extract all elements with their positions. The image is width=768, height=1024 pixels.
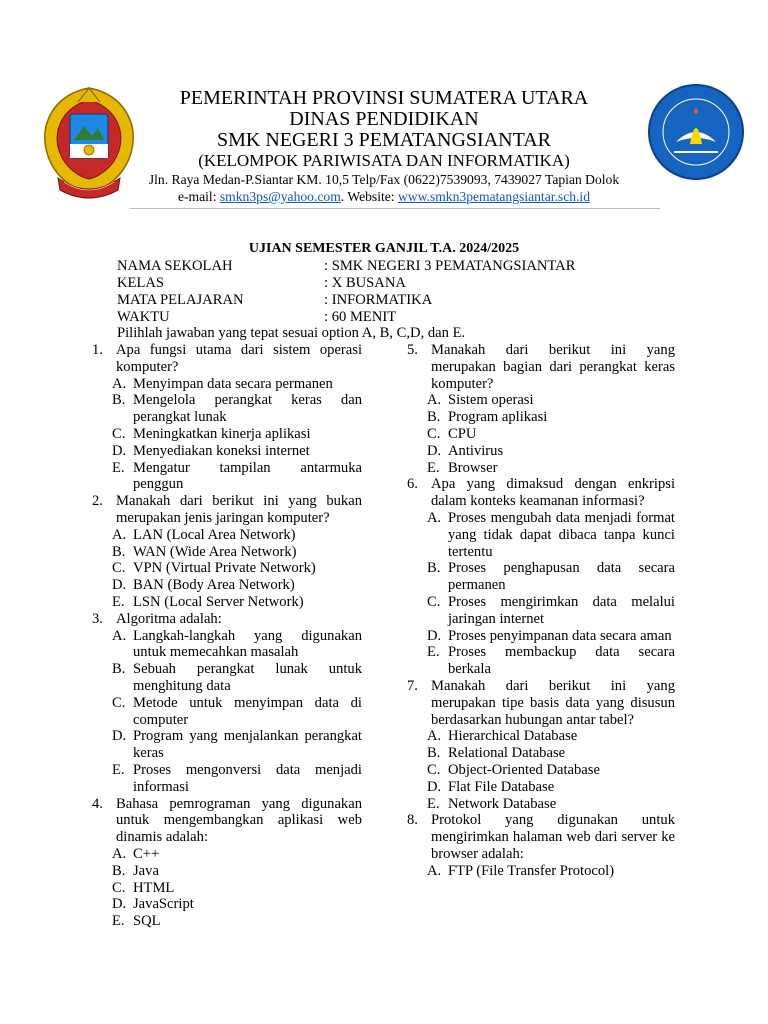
option-letter: A. (427, 728, 442, 745)
option-text: Menyediakan koneksi internet (133, 442, 310, 459)
option-letter: E. (112, 913, 125, 930)
option-text: WAN (Wide Area Network) (133, 543, 297, 560)
answer-option (112, 594, 362, 611)
option-letter: B. (112, 862, 126, 879)
option-text: Hierarchical Database (448, 728, 578, 745)
option-text: Program yang menjalankan perangkat keras (133, 728, 362, 762)
question-item (407, 678, 675, 812)
option-letter: B. (112, 392, 126, 409)
answer-option (427, 460, 675, 477)
answer-option (112, 426, 362, 443)
option-letter: D. (427, 778, 442, 795)
option-letter: E. (427, 459, 440, 476)
question-number: 2. (92, 493, 103, 510)
option-letter: B. (427, 560, 441, 577)
info-row (117, 292, 575, 309)
question-number: 6. (407, 476, 418, 493)
question-text: Manakah dari berikut ini yang bukan merupakan jenis jaringan komputer? (116, 493, 362, 526)
option-text: Mengelola perangkat keras dan perangkat lunak (133, 392, 362, 426)
website-label: . Website: (340, 189, 398, 204)
question-text: Bahasa pemrograman yang digunakan untuk mengembangkan aplikasi web dinamis adalah: (116, 795, 362, 846)
answer-option (112, 460, 362, 494)
question-item (407, 812, 675, 879)
option-letter: D. (427, 627, 442, 644)
answer-option (112, 880, 362, 897)
option-text: Proses penyimpanan data secara aman (448, 627, 672, 644)
answer-option (112, 913, 362, 930)
answer-option (112, 392, 362, 426)
info-value: : X BUSANA (324, 275, 406, 291)
option-letter: E. (112, 459, 125, 476)
questions-column-left (92, 342, 362, 930)
question-item (92, 796, 362, 930)
option-letter: D. (112, 442, 127, 459)
question-item (92, 342, 362, 493)
answer-option (427, 426, 675, 443)
question-stem (407, 476, 675, 510)
option-letter: A. (112, 526, 127, 543)
info-value: : SMK NEGERI 3 PEMATANGSIANTAR (324, 258, 576, 274)
answer-option (427, 863, 675, 880)
answer-option (112, 695, 362, 729)
option-letter: D. (427, 442, 442, 459)
option-letter: C. (112, 425, 126, 442)
option-letter: D. (112, 577, 127, 594)
option-text: LAN (Local Area Network) (133, 526, 296, 543)
question-text: Algoritma adalah: (116, 610, 222, 627)
option-letter: A. (112, 845, 127, 862)
letterhead-divider (130, 208, 660, 209)
info-label: NAMA SEKOLAH (117, 258, 233, 274)
question-number: 4. (92, 795, 103, 812)
answer-option (112, 628, 362, 662)
option-letter: A. (427, 392, 442, 409)
header-line-2: DINAS PENDIDIKAN (289, 108, 479, 130)
question-text: Apa fungsi utama dari sistem operasi komputer? (116, 342, 362, 375)
option-text: Flat File Database (448, 778, 555, 795)
answer-option (427, 762, 675, 779)
question-number: 8. (407, 812, 418, 829)
tut-wuri-handayani-logo-icon (646, 82, 746, 182)
option-text: BAN (Body Area Network) (133, 577, 295, 594)
option-text: Relational Database (448, 745, 566, 762)
option-letter: B. (427, 745, 441, 762)
answer-option (427, 560, 675, 594)
exam-info (117, 258, 575, 326)
answer-option (112, 376, 362, 393)
header-line-3: SMK NEGERI 3 PEMATANGSIANTAR (216, 129, 552, 151)
answer-option (427, 510, 675, 560)
option-text: FTP (File Transfer Protocol) (448, 862, 615, 879)
option-letter: D. (112, 728, 127, 745)
option-text: VPN (Virtual Private Network) (133, 560, 316, 577)
letterhead (0, 0, 768, 215)
answer-option (112, 577, 362, 594)
question-stem (407, 678, 675, 728)
option-letter: B. (112, 661, 126, 678)
question-stem (92, 493, 362, 527)
website-link[interactable]: www.smkn3pematangsiantar.sch.id (397, 189, 591, 204)
question-text: Manakah dari berikut ini yang merupakan tipe basis data yang disusun berdasarkan hubungan antar tabel? (431, 677, 675, 728)
option-text: CPU (448, 425, 477, 442)
info-value: : INFORMATIKA (324, 292, 433, 308)
info-row (117, 309, 575, 326)
answer-option (427, 644, 675, 678)
option-text: Metode untuk menyimpan data di computer (133, 694, 362, 728)
option-text: Menyimpan data secara permanen (133, 375, 333, 392)
email-link[interactable]: smkn3ps@yahoo.com (219, 189, 341, 204)
exam-title: UJIAN SEMESTER GANJIL T.A. 2024/2025 (248, 241, 520, 256)
option-letter: E. (112, 593, 125, 610)
option-letter: E. (112, 761, 125, 778)
option-text: Proses penghapusan data secara permanen (448, 560, 675, 594)
answer-option (427, 443, 675, 460)
option-letter: C. (112, 694, 126, 711)
option-text: HTML (133, 879, 175, 896)
answer-option (112, 846, 362, 863)
option-letter: E. (427, 795, 440, 812)
email-label: e-mail: (177, 189, 220, 204)
question-item (407, 476, 675, 678)
answer-option (112, 728, 362, 762)
answer-option (112, 762, 362, 796)
info-value: : 60 MENIT (324, 309, 397, 325)
answer-option (112, 443, 362, 460)
answer-option (427, 392, 675, 409)
option-letter: C. (112, 560, 126, 577)
option-text: Network Database (448, 795, 557, 812)
exam-instruction: Pilihlah jawaban yang tepat sesuai option A, B, C,D, dan E. (117, 325, 466, 341)
info-label: MATA PELAJARAN (117, 292, 244, 308)
option-text: Antivirus (448, 442, 504, 459)
question-number: 7. (407, 677, 418, 694)
option-text: C++ (133, 845, 160, 862)
question-item (92, 611, 362, 796)
header-line-1: PEMERINTAH PROVINSI SUMATERA UTARA (179, 87, 589, 109)
question-item (407, 342, 675, 476)
option-letter: A. (112, 627, 127, 644)
option-letter: C. (427, 761, 441, 778)
option-text: Proses mengubah data menjadi format yang tidak dapat dibaca tanpa kunci tertentu (448, 509, 675, 560)
option-text: Langkah-langkah yang digunakan untuk memecahkan masalah (133, 627, 362, 661)
answer-option (112, 560, 362, 577)
option-letter: B. (112, 543, 126, 560)
question-number: 3. (92, 610, 103, 627)
info-row (117, 258, 575, 275)
header-contact (110, 188, 658, 205)
option-letter: C. (427, 425, 441, 442)
option-text: SQL (133, 913, 161, 930)
info-label: WAKTU (117, 309, 170, 325)
option-text: Browser (448, 459, 498, 476)
questions-column-right (407, 342, 675, 880)
option-letter: E. (427, 644, 440, 661)
question-stem (92, 611, 362, 628)
option-text: Meningkatkan kinerja aplikasi (133, 425, 311, 442)
option-text: Proses mengirimkan data melalui jaringan internet (448, 593, 675, 627)
option-text: JavaScript (133, 896, 194, 913)
answer-option (427, 796, 675, 813)
option-text: Java (133, 862, 159, 879)
question-item (92, 493, 362, 611)
answer-option (427, 745, 675, 762)
option-text: Sebuah perangkat lunak untuk menghitung data (133, 661, 362, 694)
option-text: LSN (Local Server Network) (133, 593, 304, 610)
answer-option (427, 628, 675, 645)
answer-option (112, 527, 362, 544)
question-stem (92, 342, 362, 376)
answer-option (427, 594, 675, 628)
option-letter: C. (112, 879, 126, 896)
info-label: KELAS (117, 275, 165, 291)
answer-option (427, 409, 675, 426)
option-letter: B. (427, 409, 441, 426)
header-address: Jln. Raya Medan-P.Siantar KM. 10,5 Telp/Fax (0622)7539093, 7439027 Tapian Dolok (148, 172, 620, 187)
question-number: 1. (92, 342, 103, 358)
option-text: Proses mengonversi data menjadi informasi (133, 761, 362, 795)
question-number: 5. (407, 342, 418, 358)
answer-option (112, 661, 362, 695)
info-row (117, 275, 575, 292)
option-text: Program aplikasi (448, 409, 548, 426)
question-text: Protokol yang digunakan untuk mengirimkan halaman web dari server ke browser adalah: (431, 812, 675, 862)
header-line-4: (KELOMPOK PARIWISATA DAN INFORMATIKA) (198, 151, 570, 170)
answer-option (427, 728, 675, 745)
answer-option (427, 779, 675, 796)
answer-option (112, 544, 362, 561)
option-text: Proses membackup data secara berkala (448, 644, 675, 678)
option-letter: A. (427, 509, 442, 526)
option-letter: C. (427, 593, 441, 610)
question-text: Apa yang dimaksud dengan enkripsi dalam konteks keamanan informasi? (431, 476, 675, 510)
letterhead-text (110, 88, 658, 205)
question-stem (92, 796, 362, 846)
question-text: Manakah dari berikut ini yang merupakan bagian dari perangkat keras komputer? (431, 342, 675, 392)
option-text: Mengatur tampilan antarmuka penggun (133, 459, 362, 493)
option-letter: A. (112, 375, 127, 392)
answer-option (112, 863, 362, 880)
option-letter: D. (112, 896, 127, 913)
answer-option (112, 896, 362, 913)
option-text: Sistem operasi (448, 392, 534, 409)
option-text: Object-Oriented Database (448, 761, 600, 778)
option-letter: A. (427, 862, 442, 879)
question-stem (407, 812, 675, 862)
question-stem (407, 342, 675, 392)
